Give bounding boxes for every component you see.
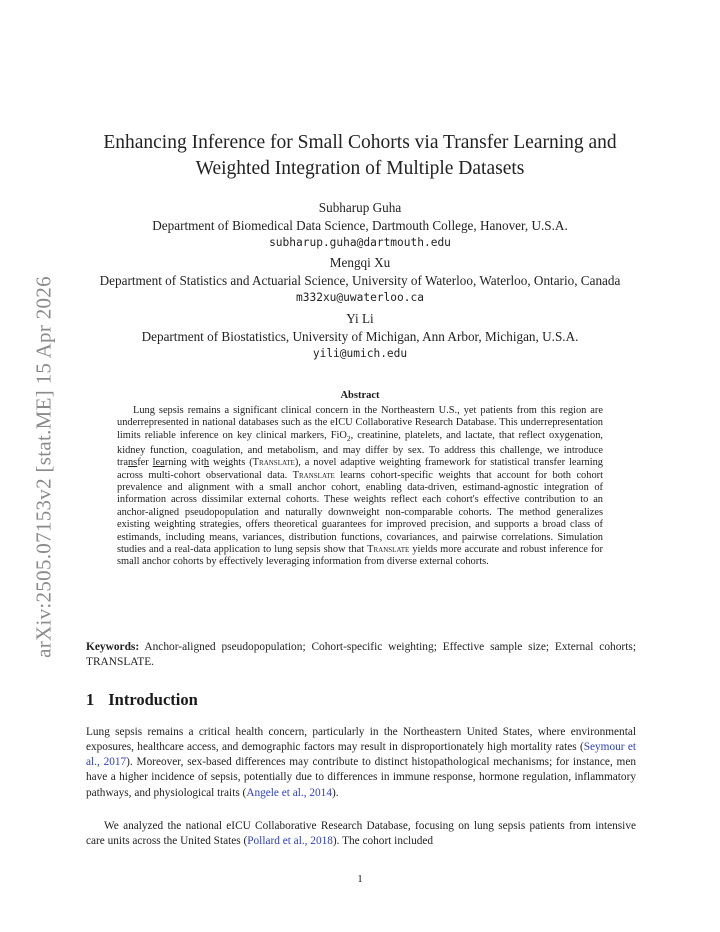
section-heading-introduction <box>86 690 198 710</box>
citation-link[interactable]: Angele et al., 2014 <box>246 786 332 799</box>
abstract-body <box>117 405 603 569</box>
keywords-text: Anchor-aligned pseudopopulation; Cohort-specific weighting; Effective sample size; External cohorts; TRANSLATE. <box>86 641 636 668</box>
keywords-label: Keywords: <box>86 641 140 653</box>
acronym-letters: a <box>160 457 165 469</box>
title-line-1: Enhancing Inference for Small Cohorts via Transfer Learning and <box>103 132 617 153</box>
author-affiliation: Department of Statistics and Actuarial Science, University of Waterloo, Waterloo, Ontario, Canada <box>99 272 621 288</box>
paragraph-text: ). Moreover, sex-based differences may contribute to distinct histopathological mechanisms; for instance, men have a higher incidence of sepsis, potentially due to differences in immune response, hormone regulation, inflammatory pathways, and physiological traits ( <box>86 756 636 799</box>
section-title: Introduction <box>108 690 198 709</box>
acronym-part: rning <box>164 457 187 469</box>
author-block-2 <box>60 254 660 307</box>
intro-paragraph-2 <box>86 819 636 849</box>
author-email[interactable]: subharup.guha@dartmouth.edu <box>269 236 451 249</box>
abstract-text: , creatinine, platelets, and lactate, that reflect oxygenation, kidney function, coagulation, and metabolism, and may differ by sex. To address this challenge, we introduce <box>117 429 604 457</box>
author-name: Subharup Guha <box>318 200 402 215</box>
subscript: 2 <box>346 433 351 443</box>
citation-link[interactable]: Pollard et al., 2018 <box>247 835 333 848</box>
acronym-letters: ns <box>127 457 138 469</box>
acronym-part: we <box>209 457 226 469</box>
arxiv-identifier-stamp: arXiv:2505.07153v2 [stat.ME] 15 Apr 2026 <box>31 276 56 658</box>
abstract-text: ), a novel adaptive weighting framework for statistical transfer learning across multi-cohort observational data. <box>117 457 603 481</box>
abstract-text: Lung sepsis remains a significant clinical concern in the Northeastern U.S., yet patients from this region are underrepresented in national databases such as the eICU Collaborative Research Database. This underrepresentation limits reliable inference on key clinical markers, FiO <box>117 405 603 441</box>
method-name: Translate <box>367 543 410 555</box>
method-name: Translate <box>252 457 295 469</box>
paragraph-text: We analyzed the national eICU Collaborative Research Database, focusing on lung sepsis patients from intensive care units across the United States ( <box>86 820 636 848</box>
author-email[interactable]: yili@umich.edu <box>312 347 408 360</box>
acronym-part: wit <box>190 457 204 469</box>
keywords-line <box>86 640 636 670</box>
title-line-2: Weighted Integration of Multiple Datasets <box>195 158 525 179</box>
author-block-3 <box>60 310 660 363</box>
abstract-text: learns cohort-specific weights that account for both cohort prevalence and alignment with a small anchor cohort, enabling data-driven, estimand-agnostic integration of information across dissimilar external cohorts. These weights reflect each cohort's effective contribution to an anchor-aligned pseudopopulation and naturally downweight non-comparable cohorts. The method generalizes existing weighting strategies, offers theoretical guarantees for improved precision, and supports a broad class of estimands, including means, variances, distribution functions, covariances, and pairwise correlations. Simulation studies and a real-data application to lung sepsis show that <box>117 469 603 555</box>
author-name: Yi Li <box>346 311 374 326</box>
paper-title <box>60 130 660 182</box>
intro-paragraph-1 <box>86 725 636 801</box>
paragraph-text: Lung sepsis remains a critical health concern, particularly in the Northeastern United States, where environmental exposures, healthcare access, and demographic factors may result in disproportionately high mortality rates ( <box>86 726 636 754</box>
author-email[interactable]: m332xu@uwaterloo.ca <box>296 291 424 304</box>
abstract-heading: Abstract <box>340 390 380 401</box>
acronym-part: ghts <box>227 457 246 469</box>
page-number: 1 <box>357 873 363 885</box>
acronym-letters: i <box>225 457 228 469</box>
author-affiliation: Department of Biostatistics, University of Michigan, Ann Arbor, Michigan, U.S.A. <box>141 328 579 344</box>
acronym-part: tra <box>117 457 128 469</box>
author-block-1 <box>60 199 660 252</box>
paragraph-text: ). <box>331 786 339 799</box>
section-number: 1 <box>86 690 95 709</box>
acronym-letters: h <box>203 457 210 469</box>
acronym-letters: le <box>152 457 161 469</box>
author-affiliation: Department of Biomedical Data Science, Dartmouth College, Hanover, U.S.A. <box>152 217 568 233</box>
abstract-text: yields more accurate and robust inference for small anchor cohorts by effectively leveraging information from diverse external cohorts. <box>117 543 603 568</box>
citation-link[interactable]: Seymour et al., 2017 <box>86 741 636 769</box>
abstract-text: ( <box>245 457 253 469</box>
author-name: Mengqi Xu <box>329 255 391 270</box>
acronym-part: fer <box>137 457 153 469</box>
paragraph-text: ). The cohort included <box>332 835 434 848</box>
method-name: Translate <box>292 469 335 481</box>
